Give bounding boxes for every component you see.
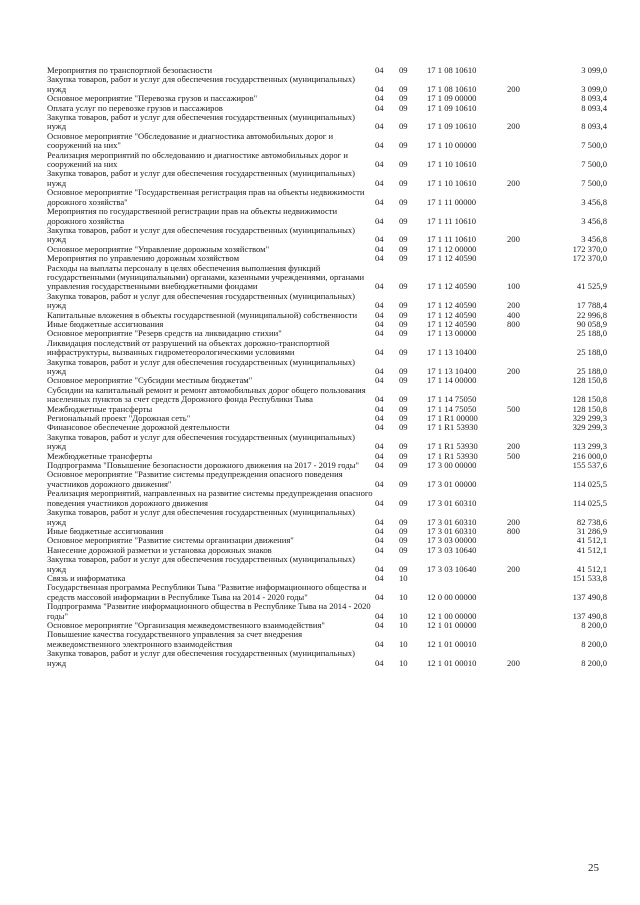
expense-type-code-cell: 200 — [507, 121, 520, 132]
subsection-code-cell: 09 — [399, 177, 408, 188]
expense-type-code-cell: 200 — [507, 83, 520, 94]
amount-cell: 3 456,8 — [581, 196, 607, 207]
section-code-cell: 04 — [375, 300, 384, 311]
section-code-cell: 04 — [375, 83, 384, 94]
subsection-code-cell: 09 — [399, 394, 408, 405]
subsection-code-cell: 09 — [399, 140, 408, 151]
amount-cell: 7 500,0 — [581, 140, 607, 151]
subsection-code-cell: 09 — [399, 450, 408, 461]
section-code-cell: 04 — [375, 281, 384, 292]
amount-cell: 7 500,0 — [581, 177, 607, 188]
budget-table — [47, 66, 607, 668]
subsection-code-cell: 09 — [399, 83, 408, 94]
section-code-cell: 04 — [375, 159, 384, 170]
row-name-cell: Расходы на выплаты персоналу в целях обеспечения выполнения функций государственными (муниципальными) органами, казенными учреждениями, органами управления государственными внебюджетными фондами — [47, 262, 365, 292]
target-item-code-cell: 12 1 00 00000 — [427, 610, 477, 621]
section-code-cell: 04 — [375, 497, 384, 508]
section-code-cell: 04 — [375, 65, 384, 75]
section-code-cell: 04 — [375, 121, 384, 132]
subsection-code-cell: 10 — [399, 657, 408, 668]
target-item-code-cell: 17 1 08 10610 — [427, 83, 477, 94]
amount-cell: 7 500,0 — [581, 159, 607, 170]
subsection-code-cell: 09 — [399, 525, 408, 536]
section-code-cell: 04 — [375, 563, 384, 574]
subsection-code-cell: 09 — [399, 516, 408, 527]
subsection-code-cell: 09 — [399, 281, 408, 292]
subsection-code-cell: 09 — [399, 497, 408, 508]
target-item-code-cell: 17 3 01 60310 — [427, 525, 477, 536]
section-code-cell: 04 — [375, 535, 384, 546]
subsection-code-cell: 09 — [399, 65, 408, 75]
expense-type-code-cell: 200 — [507, 516, 520, 527]
amount-cell: 172 370,0 — [572, 243, 607, 254]
expense-type-code-cell — [507, 470, 541, 489]
table-row — [47, 226, 607, 245]
section-code-cell: 04 — [375, 318, 384, 329]
row-name-cell: Основное мероприятие "Развитие системы предупреждения опасного поведения участников дорожного движения" — [47, 469, 343, 489]
row-name-cell: Мероприятия по управлению дорожным хозяйством — [47, 253, 240, 264]
expense-type-code-cell — [507, 207, 541, 226]
target-item-code-cell: 17 1 09 10610 — [427, 102, 477, 113]
subsection-code-cell: 09 — [399, 309, 408, 320]
amount-cell: 329 299,3 — [572, 422, 607, 433]
table-row — [47, 470, 607, 489]
target-item-code-cell: 17 1 09 00000 — [427, 93, 477, 104]
amount-cell: 3 456,8 — [581, 234, 607, 245]
amount-cell: 329 299,3 — [572, 413, 607, 424]
target-item-code-cell: 17 1 12 00000 — [427, 243, 477, 254]
row-name-cell: Подпрограмма "Развитие информационного общества в Республике Тыва на 2014 - 2020 годы" — [47, 601, 371, 621]
row-name-cell: Закупка товаров, работ и услуг для обеспечения государственных (муниципальных) нужд — [47, 168, 355, 188]
target-item-code-cell: 12 0 00 00000 — [427, 591, 477, 602]
amount-cell: 82 738,6 — [576, 516, 607, 527]
amount-cell: 25 188,0 — [576, 328, 607, 339]
expense-type-code-cell — [507, 423, 541, 432]
section-code-cell: 04 — [375, 215, 384, 226]
expense-type-code-cell: 200 — [507, 234, 520, 245]
subsection-code-cell: 09 — [399, 328, 408, 339]
target-item-code-cell: 17 1 10 00000 — [427, 140, 477, 151]
target-item-code-cell: 17 1 14 00000 — [427, 375, 477, 386]
subsection-code-cell: 09 — [399, 215, 408, 226]
subsection-code-cell: 09 — [399, 121, 408, 132]
subsection-code-cell: 09 — [399, 318, 408, 329]
row-name-cell: Государственная программа Республики Тыва "Развитие информационного общества и средств массовой информации в Республике Тыва на 2014 - 2020 годы" — [47, 582, 367, 602]
section-code-cell: 04 — [375, 366, 384, 376]
section-code-cell: 04 — [375, 516, 384, 527]
amount-cell: 22 996,8 — [576, 309, 607, 320]
target-item-code-cell — [427, 574, 507, 583]
subsection-code-cell: 10 — [399, 610, 408, 621]
expense-type-code-cell — [507, 602, 541, 621]
section-code-cell: 04 — [375, 460, 384, 471]
section-code-cell: 04 — [375, 610, 384, 621]
amount-cell: 114 025,5 — [572, 497, 607, 508]
subsection-code-cell: 09 — [399, 234, 408, 245]
amount-cell: 41 512,1 — [576, 544, 607, 555]
table-row — [47, 630, 607, 649]
section-code-cell: 04 — [375, 102, 384, 113]
amount-cell: 137 490,8 — [572, 610, 607, 621]
row-name-cell: Подпрограмма "Повышение безопасности дорожного движения на 2017 - 2019 годы" — [47, 460, 360, 471]
table-row — [47, 113, 607, 132]
table-row — [47, 649, 607, 668]
table-row — [47, 602, 607, 621]
expense-type-code-cell — [507, 151, 541, 170]
target-item-code-cell: 17 3 01 00000 — [427, 478, 477, 489]
expense-type-code-cell — [507, 489, 541, 508]
subsection-code-cell: 09 — [399, 460, 408, 471]
expense-type-code-cell: 200 — [507, 177, 520, 188]
row-name-cell: Мероприятия по государственной регистрации прав на объекты недвижимости дорожного хозяйства — [47, 206, 338, 226]
expense-type-code-cell — [507, 574, 541, 583]
target-item-code-cell: 17 1 12 40590 — [427, 309, 477, 320]
row-name-cell: Оплата услуг по перевозке грузов и пассажиров — [47, 102, 223, 113]
expense-type-code-cell — [507, 94, 541, 103]
section-code-cell: 04 — [375, 478, 384, 489]
subsection-code-cell: 09 — [399, 366, 408, 376]
section-code-cell: 04 — [375, 234, 384, 245]
expense-type-code-cell — [507, 104, 541, 113]
expense-type-code-cell — [507, 66, 541, 75]
table-row — [47, 508, 607, 527]
expense-type-code-cell: 800 — [507, 525, 520, 536]
table-row — [47, 489, 607, 508]
target-item-code-cell: 17 1 12 40590 — [427, 253, 477, 264]
subsection-code-cell: 09 — [399, 93, 408, 104]
row-name-cell: Закупка товаров, работ и услуг для обеспечения государственных (муниципальных) нужд — [47, 507, 355, 527]
amount-cell: 128 150,8 — [572, 394, 607, 405]
amount-cell: 114 025,5 — [572, 478, 607, 489]
section-code-cell: 04 — [375, 253, 384, 264]
target-item-code-cell: 17 1 12 40590 — [427, 318, 477, 329]
subsection-code-cell: 09 — [399, 563, 408, 574]
amount-cell: 25 188,0 — [576, 347, 607, 358]
row-name-cell: Основное мероприятие "Развитие системы организации движения" — [47, 535, 294, 546]
table-row — [47, 583, 607, 602]
expense-type-code-cell: 200 — [507, 657, 520, 668]
target-item-code-cell: 17 1 10 10610 — [427, 159, 477, 170]
expense-type-code-cell: 200 — [507, 366, 520, 376]
amount-cell: 3 099,0 — [581, 83, 607, 94]
row-name-cell: Финансовое обеспечение дорожной деятельности — [47, 422, 230, 433]
table-row — [47, 151, 607, 170]
section-code-cell: 04 — [375, 572, 384, 583]
section-code-cell: 04 — [375, 328, 384, 339]
row-name-cell: Закупка товаров, работ и услуг для обеспечения государственных (муниципальных) нужд — [47, 224, 355, 245]
section-code-cell: 04 — [375, 619, 384, 630]
row-name-cell: Основное мероприятие "Субсидии местным бюджетам" — [47, 375, 253, 386]
section-code-cell: 04 — [375, 450, 384, 461]
section-code-cell: 04 — [375, 196, 384, 207]
expense-type-code-cell — [507, 254, 541, 263]
target-item-code-cell: 17 3 01 60310 — [427, 497, 477, 508]
row-name-cell: Основное мероприятие "Организация межведомственного взаимодействия" — [47, 619, 325, 630]
target-item-code-cell: 17 1 14 75050 — [427, 403, 477, 414]
amount-cell: 128 150,8 — [572, 375, 607, 386]
expense-type-code-cell: 800 — [507, 318, 520, 329]
target-item-code-cell: 17 1 14 75050 — [427, 394, 477, 405]
target-item-code-cell: 17 1 11 10610 — [427, 234, 477, 245]
expense-type-code-cell — [507, 245, 541, 254]
row-name-cell: Повышение качества государственного управления за счет внедрения межведомственного электронного взаимодействия — [47, 629, 303, 649]
row-name-cell: Основное мероприятие "Обследование и диагностика автомобильных дорог и сооружений на них" — [47, 130, 334, 151]
row-name-cell: Основное мероприятие "Перевозка грузов и пассажиров" — [47, 93, 258, 104]
subsection-code-cell: 09 — [399, 375, 408, 386]
section-code-cell: 04 — [375, 657, 384, 668]
section-code-cell: 04 — [375, 441, 384, 452]
section-code-cell: 04 — [375, 309, 384, 320]
target-item-code-cell: 17 1 13 10400 — [427, 347, 477, 358]
target-item-code-cell: 17 1 12 40590 — [427, 281, 477, 292]
amount-cell: 41 512,1 — [576, 563, 607, 574]
row-name-cell: Закупка товаров, работ и услуг для обеспечения государственных (муниципальных) нужд — [47, 112, 355, 132]
amount-cell: 41 512,1 — [576, 535, 607, 546]
subsection-code-cell: 09 — [399, 441, 408, 452]
target-item-code-cell: 12 1 01 00010 — [427, 638, 477, 649]
amount-cell: 8 200,0 — [581, 657, 607, 668]
row-name-cell: Закупка товаров, работ и услуг для обеспечения государственных (муниципальных) нужд — [47, 74, 355, 94]
amount-cell: 113 299,3 — [572, 441, 607, 452]
expense-type-code-cell — [507, 339, 541, 358]
section-code-cell: 04 — [375, 177, 384, 188]
table-row — [47, 358, 607, 377]
target-item-code-cell: 12 1 01 00000 — [427, 619, 477, 630]
subsection-code-cell: 09 — [399, 347, 408, 358]
expense-type-code-cell: 500 — [507, 450, 520, 461]
table-row — [47, 169, 607, 188]
subsection-code-cell: 10 — [399, 619, 408, 630]
section-code-cell: 04 — [375, 93, 384, 104]
subsection-code-cell: 09 — [399, 196, 408, 207]
target-item-code-cell: 17 3 03 10640 — [427, 563, 477, 574]
row-name-cell: Капитальные вложения в объекты государственной (муниципальной) собственности — [47, 309, 358, 320]
row-name-cell: Мероприятия по транспортной безопасности — [47, 65, 213, 75]
table-row — [47, 132, 607, 151]
row-name-cell: Закупка товаров, работ и услуг для обеспечения государственных (муниципальных) нужд — [47, 554, 355, 574]
section-code-cell: 04 — [375, 243, 384, 254]
section-code-cell: 04 — [375, 422, 384, 433]
amount-cell: 155 537,6 — [572, 460, 607, 471]
subsection-code-cell: 09 — [399, 243, 408, 254]
amount-cell: 25 188,0 — [576, 366, 607, 376]
expense-type-code-cell — [507, 630, 541, 649]
expense-type-code-cell — [507, 188, 541, 207]
subsection-code-cell: 09 — [399, 422, 408, 433]
subsection-code-cell: 09 — [399, 403, 408, 414]
expense-type-code-cell — [507, 132, 541, 151]
table-row — [47, 207, 607, 226]
target-item-code-cell: 17 1 11 00000 — [427, 196, 477, 207]
target-item-code-cell: 17 1 R1 00000 — [427, 413, 478, 424]
amount-cell: 8 093,4 — [581, 93, 607, 104]
target-item-code-cell: 17 1 08 10610 — [427, 65, 477, 75]
row-name-cell: Закупка товаров, работ и услуг для обеспечения государственных (муниципальных) нужд — [47, 648, 355, 668]
table-row — [47, 433, 607, 452]
table-row — [47, 292, 607, 311]
expense-type-code-cell: 500 — [507, 403, 520, 414]
amount-cell: 41 525,9 — [576, 281, 607, 292]
row-name-cell: Основное мероприятие "Управление дорожным хозяйством" — [47, 243, 270, 254]
row-name-cell: Региональный проект "Дорожная сеть" — [47, 413, 191, 424]
budget-table-body — [47, 66, 607, 668]
section-code-cell: 04 — [375, 413, 384, 424]
target-item-code-cell: 17 3 00 00000 — [427, 460, 477, 471]
target-item-code-cell: 17 1 R1 53930 — [427, 422, 478, 433]
section-code-cell: 04 — [375, 403, 384, 414]
amount-cell: 216 000,0 — [572, 450, 607, 461]
amount-cell: 8 093,4 — [581, 121, 607, 132]
row-name-cell: Реализация мероприятий, направленных на развитие системы предупреждения опасного поведения участников дорожного движения — [47, 488, 373, 508]
target-item-code-cell: 17 1 R1 53930 — [427, 441, 478, 452]
section-code-cell: 04 — [375, 375, 384, 386]
table-row — [47, 386, 607, 405]
row-name-cell: Закупка товаров, работ и услуг для обеспечения государственных (муниципальных) нужд — [47, 290, 355, 311]
row-name-cell: Межбюджетные трансферты — [47, 450, 153, 461]
row-name-cell: Ликвидация последствий от разрушений на объектах дорожно-транспортной инфраструктуры, вызванных гидрометеорологическими условиями — [47, 337, 330, 358]
table-row — [47, 555, 607, 574]
target-item-code-cell: 17 3 03 10640 — [427, 544, 477, 555]
row-name-cell: Межбюджетные трансферты — [47, 403, 153, 414]
expense-type-code-cell — [507, 621, 541, 630]
row-name-cell: Связь и информатика — [47, 572, 126, 583]
subsection-code-cell: 09 — [399, 102, 408, 113]
page-number: 25 — [588, 862, 599, 874]
section-code-cell: 04 — [375, 140, 384, 151]
row-name-cell: Субсидии на капитальный ремонт и ремонт автомобильных дорог общего пользования населенных пунктов за счет средств Дорожного фонда Республики Тыва — [47, 384, 366, 405]
subsection-code-cell: 09 — [399, 159, 408, 170]
amount-cell: 172 370,0 — [572, 253, 607, 264]
amount-cell: 3 456,8 — [581, 215, 607, 226]
expense-type-code-cell: 100 — [507, 281, 520, 292]
expense-type-code-cell — [507, 376, 541, 385]
target-item-code-cell: 17 1 13 10400 — [427, 366, 477, 376]
section-code-cell: 04 — [375, 638, 384, 649]
target-item-code-cell: 12 1 01 00010 — [427, 657, 477, 668]
table-row — [47, 339, 607, 358]
section-code-cell: 04 — [375, 591, 384, 602]
expense-type-code-cell — [507, 414, 541, 423]
section-code-cell: 04 — [375, 544, 384, 555]
section-code-cell: 04 — [375, 347, 384, 358]
target-item-code-cell: 17 3 03 00000 — [427, 535, 477, 546]
expense-type-code-cell: 200 — [507, 563, 520, 574]
target-item-code-cell: 17 3 01 60310 — [427, 516, 477, 527]
subsection-code-cell: 10 — [399, 591, 408, 602]
row-name-cell: Нанесение дорожной разметки и установка дорожных знаков — [47, 544, 272, 555]
table-row — [47, 264, 607, 292]
amount-cell: 137 490,8 — [572, 591, 607, 602]
amount-cell: 8 093,4 — [581, 102, 607, 113]
table-row — [47, 188, 607, 207]
expense-type-code-cell — [507, 386, 541, 405]
expense-type-code-cell — [507, 461, 541, 470]
target-item-code-cell: 17 1 12 40590 — [427, 300, 477, 311]
table-row — [47, 75, 607, 94]
amount-cell: 17 788,4 — [576, 300, 607, 311]
row-name-cell: Реализация мероприятий по обследованию и диагностике автомобильных дорог и сооружений на них — [47, 149, 348, 170]
amount-cell: 151 533,8 — [572, 572, 607, 583]
target-item-code-cell: 17 1 09 10610 — [427, 121, 477, 132]
amount-cell: 31 286,9 — [576, 525, 607, 536]
subsection-code-cell: 09 — [399, 253, 408, 264]
section-code-cell: 04 — [375, 525, 384, 536]
expense-type-code-cell: 200 — [507, 441, 520, 452]
subsection-code-cell: 09 — [399, 300, 408, 311]
expense-type-code-cell: 400 — [507, 309, 520, 320]
target-item-code-cell: 17 1 11 10610 — [427, 215, 477, 226]
row-name-cell: Закупка товаров, работ и услуг для обеспечения государственных (муниципальных) нужд — [47, 356, 355, 376]
row-name-cell: Основное мероприятие "Государственная регистрация прав на объекты недвижимости дорожного хозяйства" — [47, 187, 365, 207]
subsection-code-cell: 09 — [399, 535, 408, 546]
expense-type-code-cell — [507, 329, 541, 338]
target-item-code-cell: 17 1 10 10610 — [427, 177, 477, 188]
amount-cell: 128 150,8 — [572, 403, 607, 414]
row-name-cell: Основное мероприятие "Резерв средств на ликвидацию стихии" — [47, 328, 282, 339]
row-name-cell: Иные бюджетные ассигнования — [47, 318, 164, 329]
expense-type-code-cell — [507, 536, 541, 545]
amount-cell: 8 200,0 — [581, 638, 607, 649]
row-name-cell: Иные бюджетные ассигнования — [47, 525, 164, 536]
section-code-cell: 04 — [375, 394, 384, 405]
target-item-code-cell: 17 1 R1 53930 — [427, 450, 478, 461]
target-item-code-cell: 17 1 13 00000 — [427, 328, 477, 339]
expense-type-code-cell: 200 — [507, 300, 520, 311]
subsection-code-cell: 09 — [399, 478, 408, 489]
subsection-code-cell: 09 — [399, 544, 408, 555]
amount-cell: 8 200,0 — [581, 619, 607, 630]
expense-type-code-cell — [507, 546, 541, 555]
amount-cell: 90 058,9 — [576, 318, 607, 329]
subsection-code-cell: 10 — [399, 572, 408, 583]
subsection-code-cell: 10 — [399, 638, 408, 649]
subsection-code-cell: 09 — [399, 413, 408, 424]
amount-cell: 3 099,0 — [581, 65, 607, 75]
row-name-cell: Закупка товаров, работ и услуг для обеспечения государственных (муниципальных) нужд — [47, 431, 355, 452]
expense-type-code-cell — [507, 583, 541, 602]
